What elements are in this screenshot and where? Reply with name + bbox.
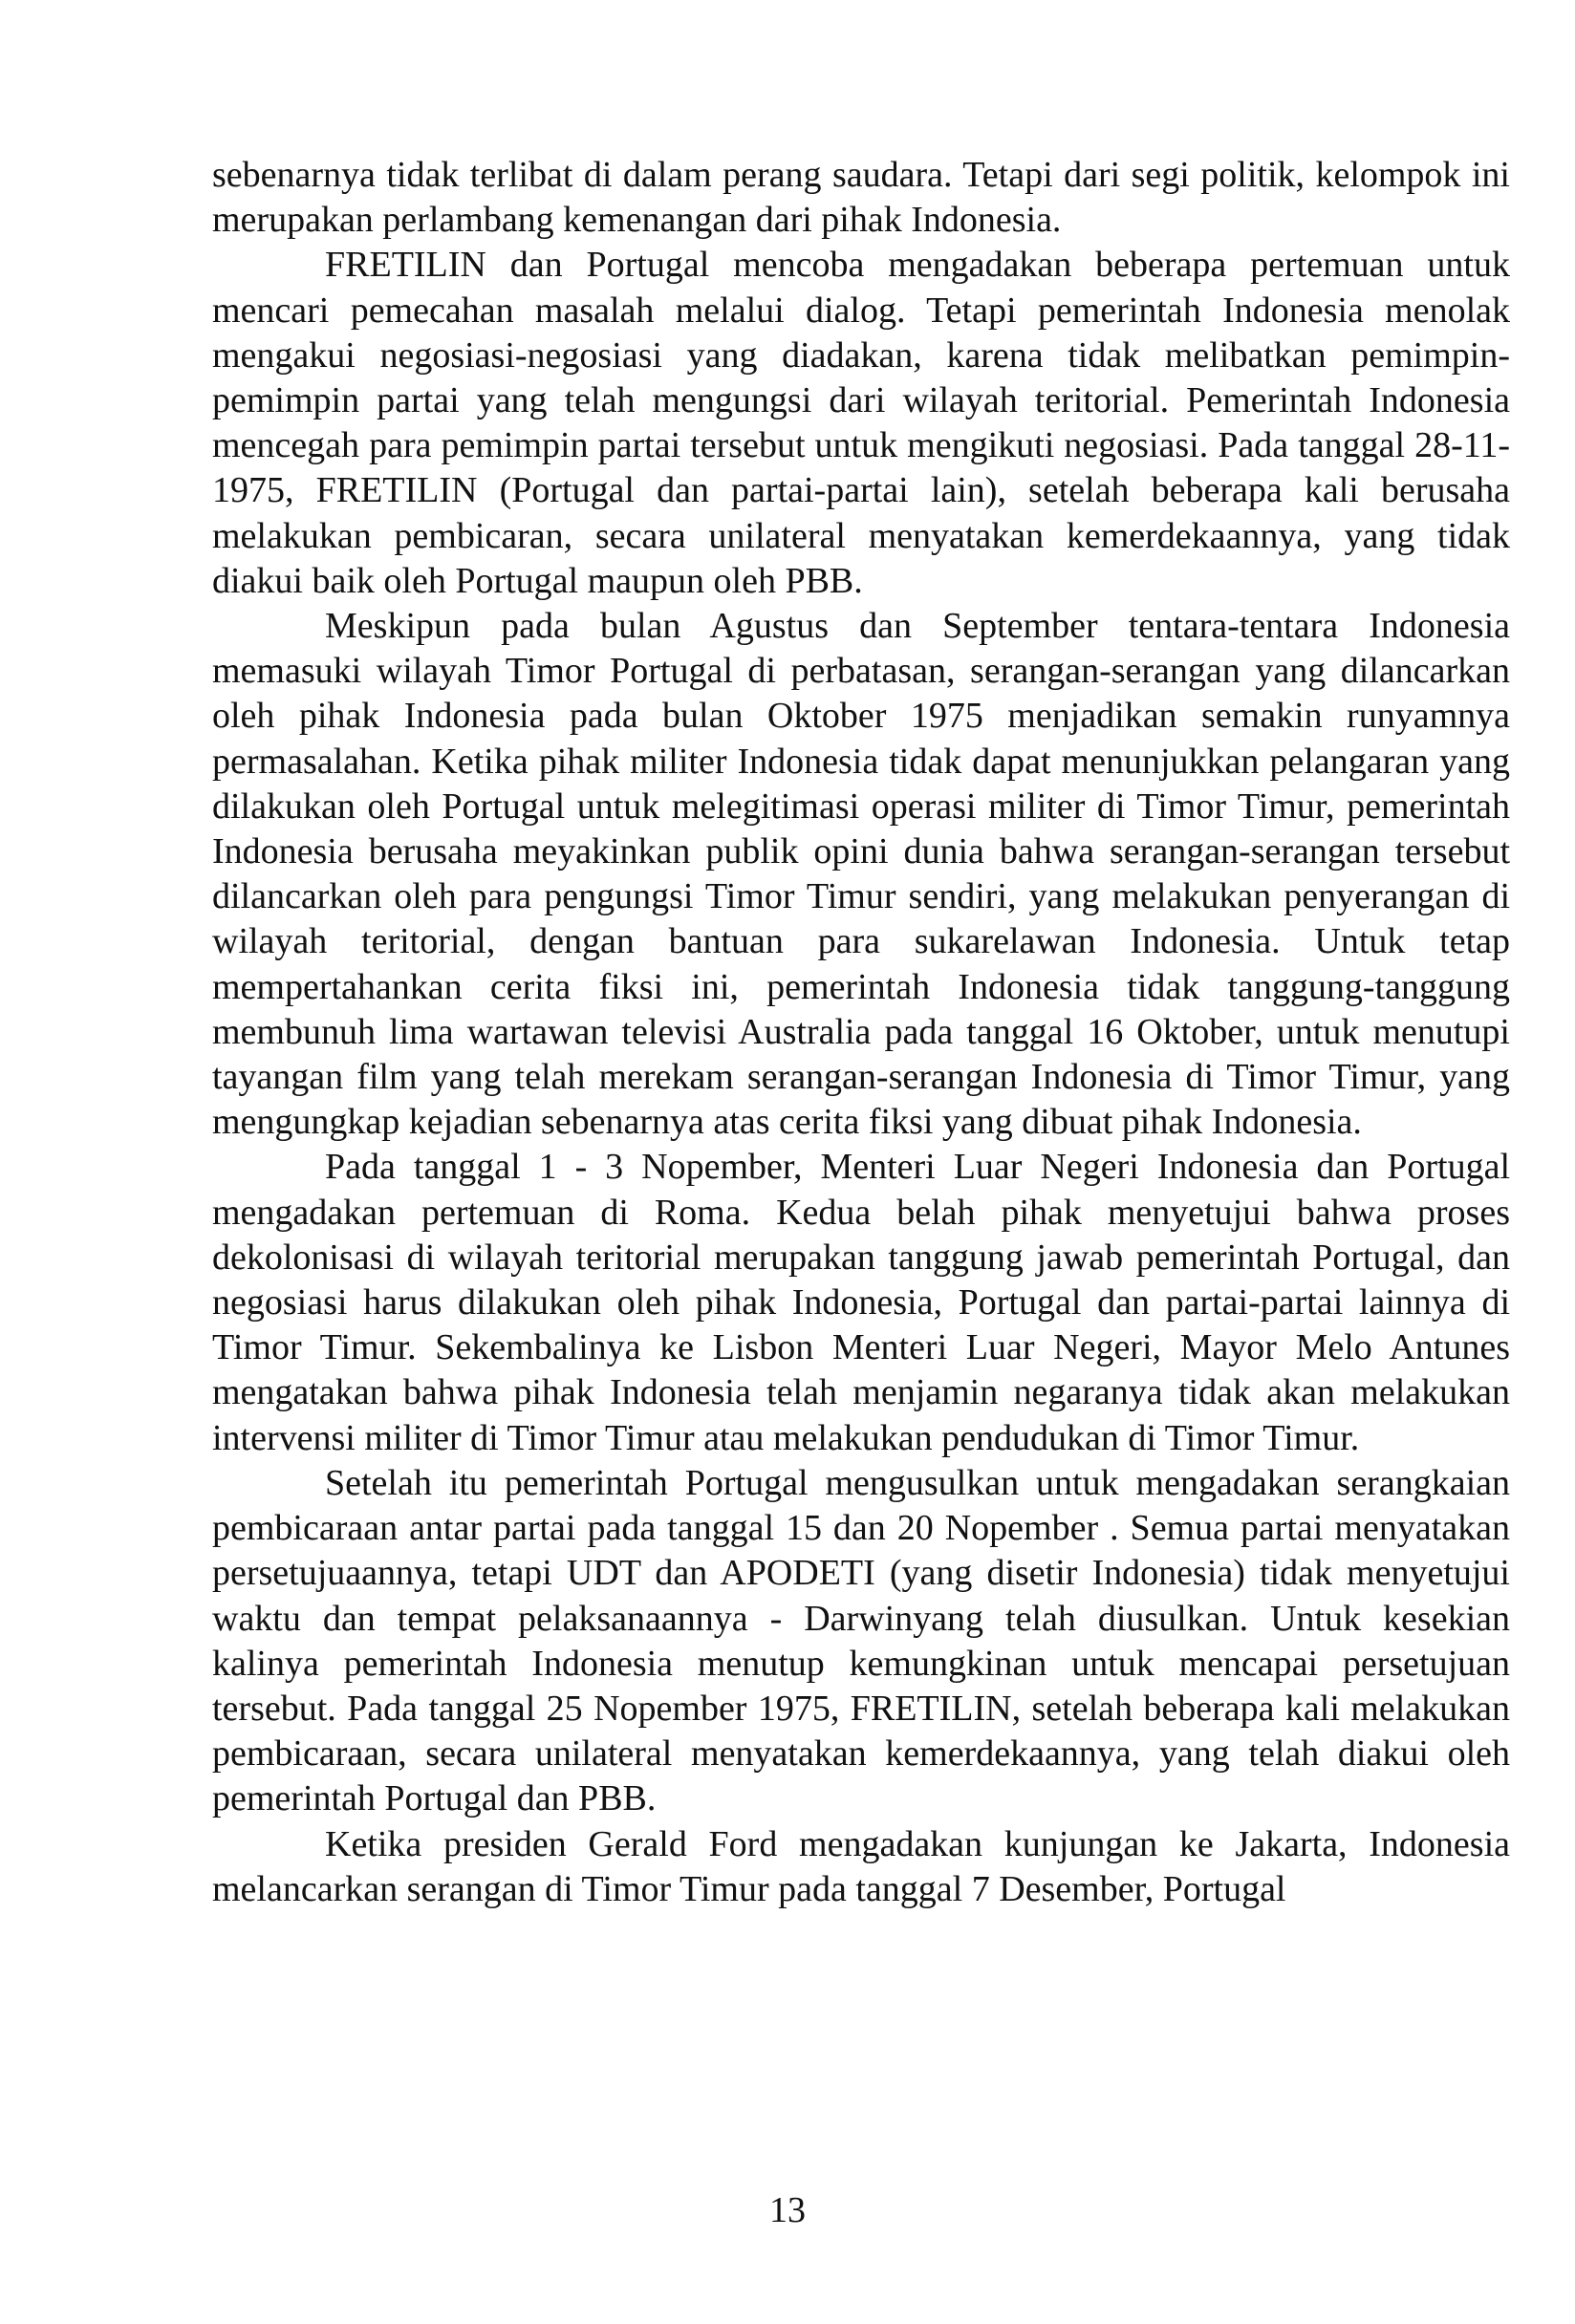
paragraph-5: Setelah itu pemerintah Portugal mengusulkan untuk mengadakan serangkaian pembicaraan antar partai pada tanggal 15 dan 20 Nopember . Semua partai menyatakan persetujuaannya, tetapi UDT dan APODETI (yang disetir Indonesia) tidak menyetujui waktu dan tempat pelaksanaannya - Darwinyang telah diusulkan. Untuk kesekian kalinya pemerintah Indonesia menutup kemungkinan untuk mencapai persetujuan tersebut. Pada tanggal 25 Nopember 1975, FRETILIN, setelah beberapa kali melakukan pembicaraan, secara unilateral menyatakan kemerdekaannya, yang telah diakui oleh pemerintah Portugal dan PBB. [212,1462,1510,1819]
paragraph-1: sebenarnya tidak terlibat di dalam perang saudara. Tetapi dari segi politik, kelompok ini merupakan perlambang kemenangan dari pihak Indonesia. [212,155,1510,241]
paragraph-6: Ketika presiden Gerald Ford mengadakan kunjungan ke Jakarta, Indonesia melancarkan serangan di Timor Timur pada tanggal 7 Desember, Portugal [212,1823,1510,1909]
page-number: 13 [769,2190,806,2230]
paragraph-2: FRETILIN dan Portugal mencoba mengadakan beberapa pertemuan untuk mencari pemecahan masalah melalui dialog. Tetapi pemerintah Indonesia menolak mengakui negosiasi-negosiasi yang diadakan, karena tidak melibatkan pemimpin-pemimpin partai yang telah mengungsi dari wilayah teritorial. Pemerintah Indonesia mencegah para pemimpin partai tersebut untuk mengikuti negosiasi. Pada tanggal 28-11-1975, FRETILIN (Portugal dan partai-partai lain), setelah beberapa kali berusaha melakukan pembicaran, secara unilateral menyatakan kemerdekaannya, yang tidak diakui baik oleh Portugal maupun oleh PBB. [212,245,1510,601]
paragraph-4: Pada tanggal 1 - 3 Nopember, Menteri Luar Negeri Indonesia dan Portugal mengadakan pertemuan di Roma. Kedua belah pihak menyetujui bahwa proses dekolonisasi di wilayah teritorial merupakan tanggung jawab pemerintah Portugal, dan negosiasi harus dilakukan oleh pihak Indonesia, Portugal dan partai-partai lainnya di Timor Timur. Sekembalinya ke Lisbon Menteri Luar Negeri, Mayor Melo Antunes mengatakan bahwa pihak Indonesia telah menjamin negaranya tidak akan melakukan intervensi militer di Timor Timur atau melakukan pendudukan di Timor Timur. [212,1147,1510,1458]
paragraph-3: Meskipun pada bulan Agustus dan September tentara-tentara Indonesia memasuki wilayah Timor Portugal di perbatasan, serangan-serangan yang dilancarkan oleh pihak Indonesia pada bulan Oktober 1975 menjadikan semakin runyamnya permasalahan. Ketika pihak militer Indonesia tidak dapat menunjukkan pelangaran yang dilakukan oleh Portugal untuk melegitimasi operasi militer di Timor Timur, pemerintah Indonesia berusaha meyakinkan publik opini dunia bahwa serangan-serangan tersebut dilancarkan oleh para pengungsi Timor Timur sendiri, yang melakukan penyerangan di wilayah teritorial, dengan bantuan para sukarelawan Indonesia. Untuk tetap mempertahankan cerita fiksi ini, pemerintah Indonesia tidak tanggung-tanggung membunuh lima wartawan televisi Australia pada tanggal 16 Oktober, untuk menutupi tayangan film yang telah merekam serangan-serangan Indonesia di Timor Timur, yang mengungkap kejadian sebenarnya atas cerita fiksi yang dibuat pihak Indonesia. [212,606,1510,1143]
document-page [212,153,1510,1912]
